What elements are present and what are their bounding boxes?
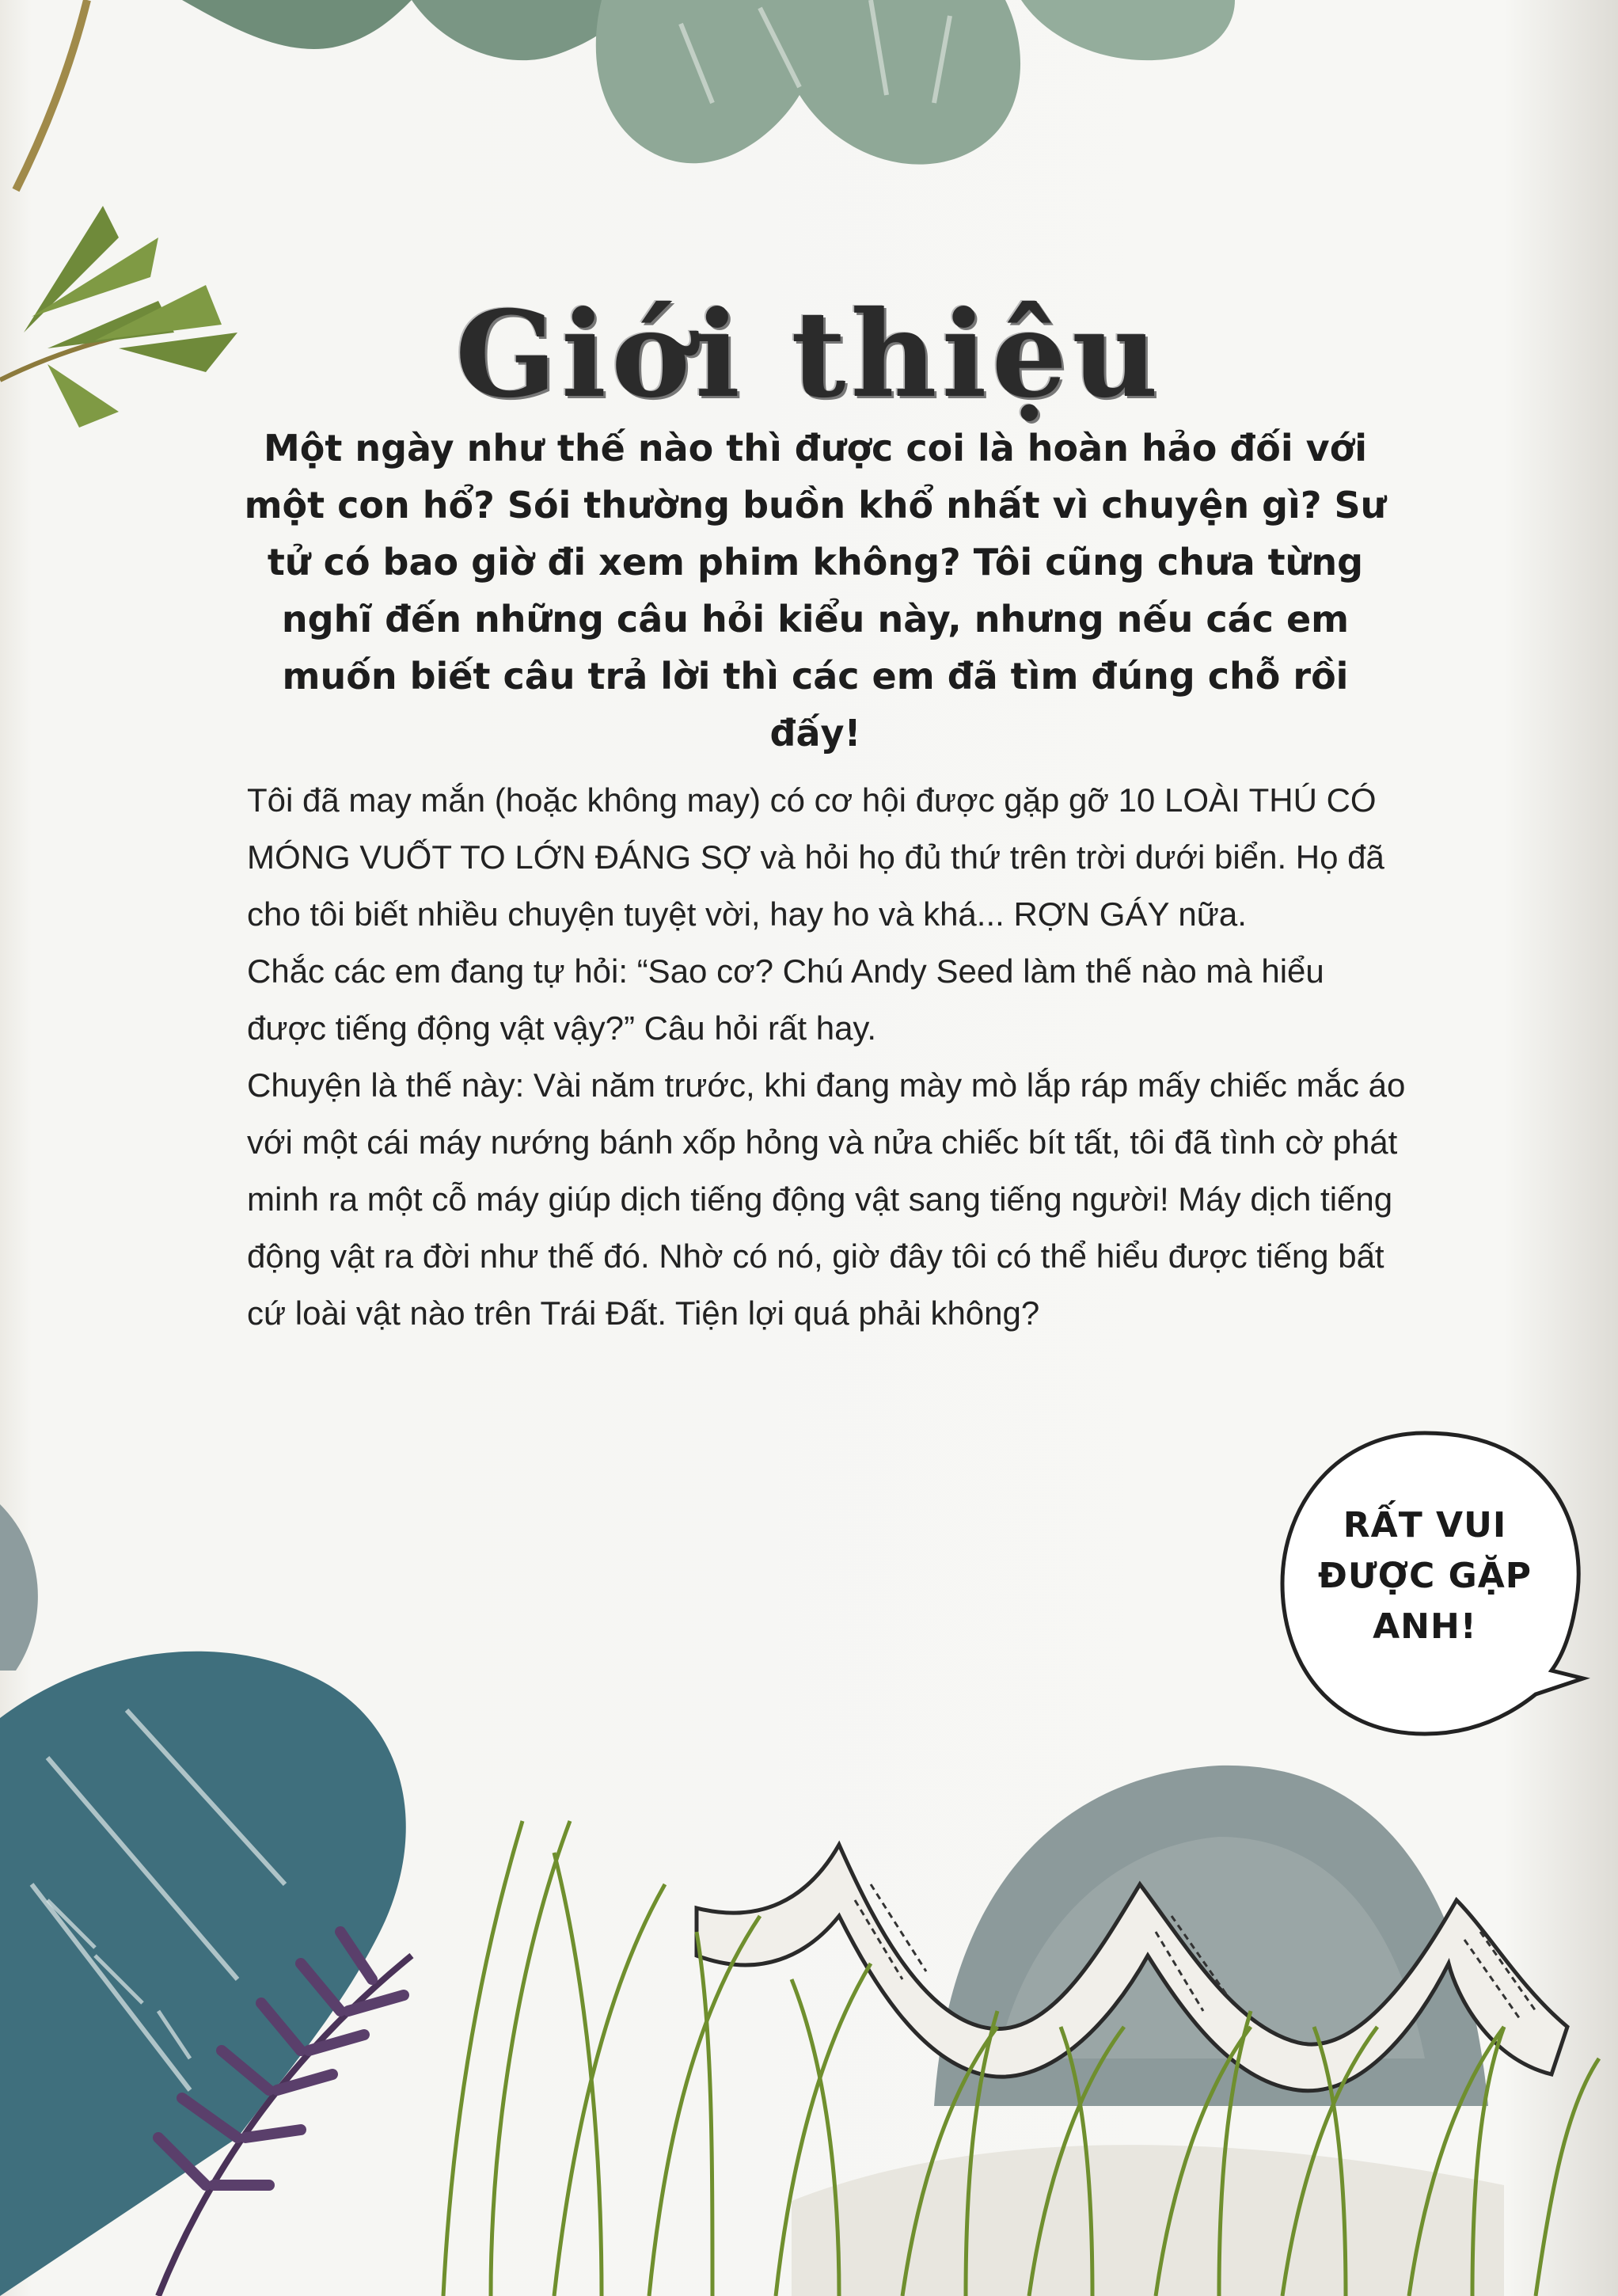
speech-bubble-text: RẤT VUI ĐƯỢC GẶP ANH! xyxy=(1317,1505,1533,1647)
intro-paragraph xyxy=(237,420,1393,762)
body-text xyxy=(247,772,1411,1342)
intro-text: Một ngày như thế nào thì được coi là hoàn hảo đối với một con hổ? Sói thường buồn khổ nhất vì chuyện gì? Sư tử có bao giờ đi xem phim không? Tôi cũng chưa từng nghĩ đến những câu hỏi kiểu này, nhưng nếu các em muốn biết câu trả lời thì các em đã tìm đúng chỗ rồi đấy! xyxy=(244,427,1387,755)
body-paragraph-1: Tôi đã may mắn (hoặc không may) có cơ hội được gặp gỡ 10 LOÀI THÚ CÓ MÓNG VUỐT TO LỚN ĐÁNG SỢ và hỏi họ đủ thứ trên trời dưới biển. Họ đã cho tôi biết nhiều chuyện tuyệt vời, hay ho và khá... RỢN GÁY nữa. xyxy=(247,781,1384,933)
top-monstera-leaves xyxy=(182,0,1235,165)
body-paragraph-3: Chuyện là thế này: Vài năm trước, khi đang mày mò lắp ráp mấy chiếc mắc áo với một cái máy nướng bánh xốp hỏng và nửa chiếc bít tất, tôi đã tình cờ phát minh ra một cỗ máy giúp dịch tiếng động vật sang tiếng người! Máy dịch tiếng động vật ra đời như thế đó. Nhờ có nó, giờ đây tôi có thể hiểu được tiếng bất cứ loài vật nào trên Trái Đất. Tiện lợi quá phải không? xyxy=(247,1066,1406,1332)
page-title: Giới thiệu xyxy=(454,284,1164,424)
body-paragraph-2: Chắc các em đang tự hỏi: “Sao cơ? Chú Andy Seed làm thế nào mà hiểu được tiếng động vật vậy?” Câu hỏi rất hay. xyxy=(247,952,1324,1047)
